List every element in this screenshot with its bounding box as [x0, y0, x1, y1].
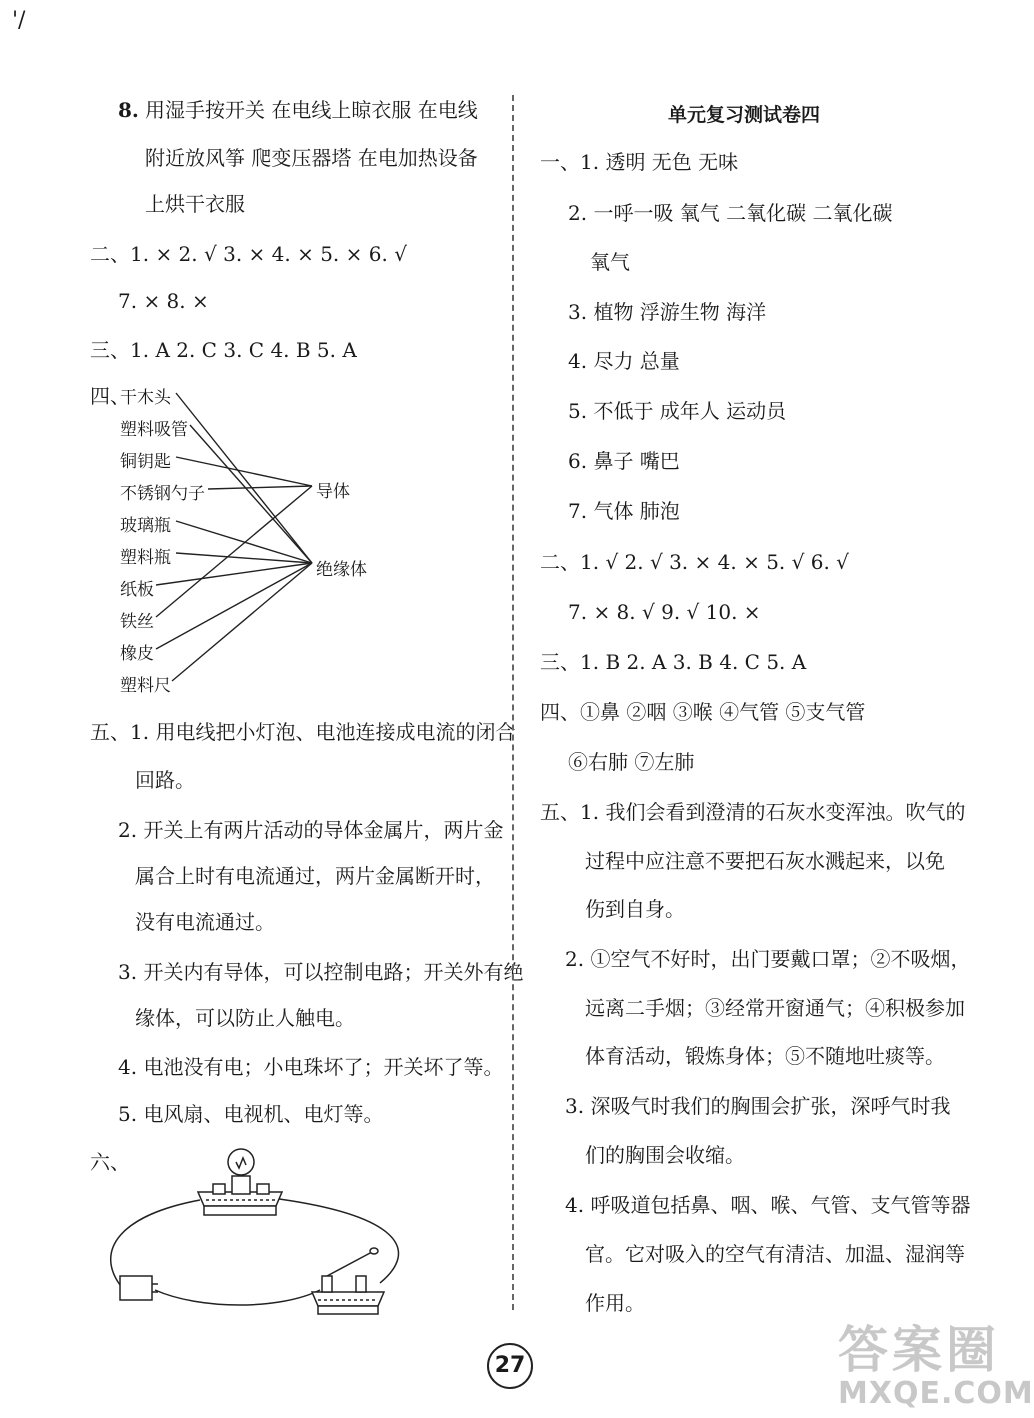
watermark-url: MXQE.COM — [838, 1376, 1034, 1411]
right-sec1-line1: 一、1. 透明 无色 无味 — [540, 150, 739, 174]
match-item-6: 塑料瓶 — [120, 548, 171, 568]
q8-line2: 附近放风筝 爬变压器塔 在电加热设备 — [145, 146, 478, 170]
left-sec5-a2-line1: 2. 开关上有两片活动的导体金属片，两片金 — [118, 818, 504, 842]
column-divider — [512, 95, 514, 1310]
right-sec1-line8: 7. 气体 肺泡 — [568, 499, 680, 523]
left-sec2-line2: 7. × 8. × — [118, 289, 209, 313]
right-sec5-a4-line3: 作用。 — [585, 1291, 645, 1315]
right-sec5-a2-line1: 2. ①空气不好时，出门要戴口罩；②不吸烟， — [565, 947, 971, 971]
right-sec5-a2-line3: 体育活动，锻炼身体；⑤不随地吐痰等。 — [585, 1044, 945, 1068]
match-target-insulator: 绝缘体 — [316, 560, 367, 580]
right-sec1-line3: 氧气 — [590, 250, 630, 274]
right-sec4-line1: 四、①鼻 ②咽 ③喉 ④气管 ⑤支气管 — [540, 700, 866, 724]
right-sec1-line4: 3. 植物 浮游生物 海洋 — [568, 300, 767, 324]
left-sec2-line1: 二、1. × 2. √ 3. × 4. × 5. × 6. √ — [90, 242, 407, 266]
left-sec3-line1: 三、1. A 2. C 3. C 4. B 5. A — [90, 338, 357, 362]
match-item-9: 橡皮 — [120, 644, 154, 664]
right-sec1-line6: 5. 不低于 成年人 运动员 — [568, 399, 787, 423]
right-sec5-a1-line2: 过程中应注意不要把石灰水溅起来，以免 — [585, 849, 945, 873]
right-sec1-line2: 2. 一呼一吸 氧气 二氧化碳 二氧化碳 — [568, 201, 893, 225]
left-sec5-a2-line2: 属合上时有电流通过，两片金属断开时， — [135, 864, 495, 888]
left-sec5-a1-line2: 回路。 — [135, 768, 195, 792]
right-sec5-a2-line2: 远离二手烟；③经常开窗通气；④积极参加 — [585, 996, 965, 1020]
q8-number: 8. — [118, 98, 139, 122]
right-sec2-line2: 7. × 8. √ 9. √ 10. × — [568, 600, 761, 624]
left-sec5-a5: 5. 电风扇、电视机、电灯等。 — [118, 1102, 384, 1126]
right-sec5-a4-line1: 4. 呼吸道包括鼻、咽、喉、气管、支气管等器 — [565, 1193, 971, 1217]
q8-line1: 用湿手按开关 在电线上晾衣服 在电线 — [145, 98, 478, 122]
right-sec4-line2: ⑥右肺 ⑦左肺 — [568, 750, 695, 774]
right-sec1-line7: 6. 鼻子 嘴巴 — [568, 449, 680, 473]
watermark — [838, 1310, 1034, 1411]
match-target-conductor: 导体 — [316, 482, 350, 502]
left-sec4-label: 四、 — [90, 384, 130, 408]
left-sec5-a4: 4. 电池没有电；小电珠坏了；开关坏了等。 — [118, 1055, 504, 1079]
right-sec5-a3-line1: 3. 深吸气时我们的胸围会扩张，深呼气时我 — [565, 1094, 951, 1118]
left-sec5-a1-line1: 五、1. 用电线把小灯泡、电池连接成电流的闭合 — [90, 720, 516, 744]
watermark-logo-text: 答案圈 — [838, 1321, 1000, 1379]
match-item-3: 铜钥匙 — [120, 452, 171, 472]
match-item-8: 铁丝 — [120, 612, 154, 632]
left-sec5-a3-line2: 缘体，可以防止人触电。 — [135, 1006, 355, 1030]
right-sec5-a4-line2: 官。它对吸入的空气有清洁、加温、湿润等 — [585, 1242, 965, 1266]
page-number: 27 — [487, 1343, 533, 1389]
right-sec1-line5: 4. 尽力 总量 — [568, 349, 680, 373]
match-item-1: 干木头 — [120, 388, 171, 408]
match-item-5: 玻璃瓶 — [120, 516, 171, 536]
match-item-2: 塑料吸管 — [120, 420, 188, 440]
right-sec3-line1: 三、1. B 2. A 3. B 4. C 5. A — [540, 650, 807, 674]
left-sec5-a3-line1: 3. 开关内有导体，可以控制电路；开关外有绝 — [118, 960, 524, 984]
right-sec5-a1-line1: 五、1. 我们会看到澄清的石灰水变浑浊。吹气的 — [540, 800, 966, 824]
right-sec5-a1-line3: 伤到自身。 — [585, 897, 685, 921]
match-item-4: 不锈钢勺子 — [120, 484, 205, 504]
left-sec5-a2-line3: 没有电流通过。 — [135, 910, 275, 934]
right-sec2-line1: 二、1. √ 2. √ 3. × 4. × 5. √ 6. √ — [540, 550, 849, 574]
right-title: 单元复习测试卷四 — [668, 104, 821, 126]
left-sec6-label: 六、 — [90, 1150, 130, 1174]
q8-line3: 上烘干衣服 — [145, 192, 245, 216]
right-sec5-a3-line2: 们的胸围会收缩。 — [585, 1143, 745, 1167]
corner-mark: '/ — [12, 8, 26, 33]
match-item-7: 纸板 — [120, 580, 154, 600]
match-item-10: 塑料尺 — [120, 676, 171, 696]
